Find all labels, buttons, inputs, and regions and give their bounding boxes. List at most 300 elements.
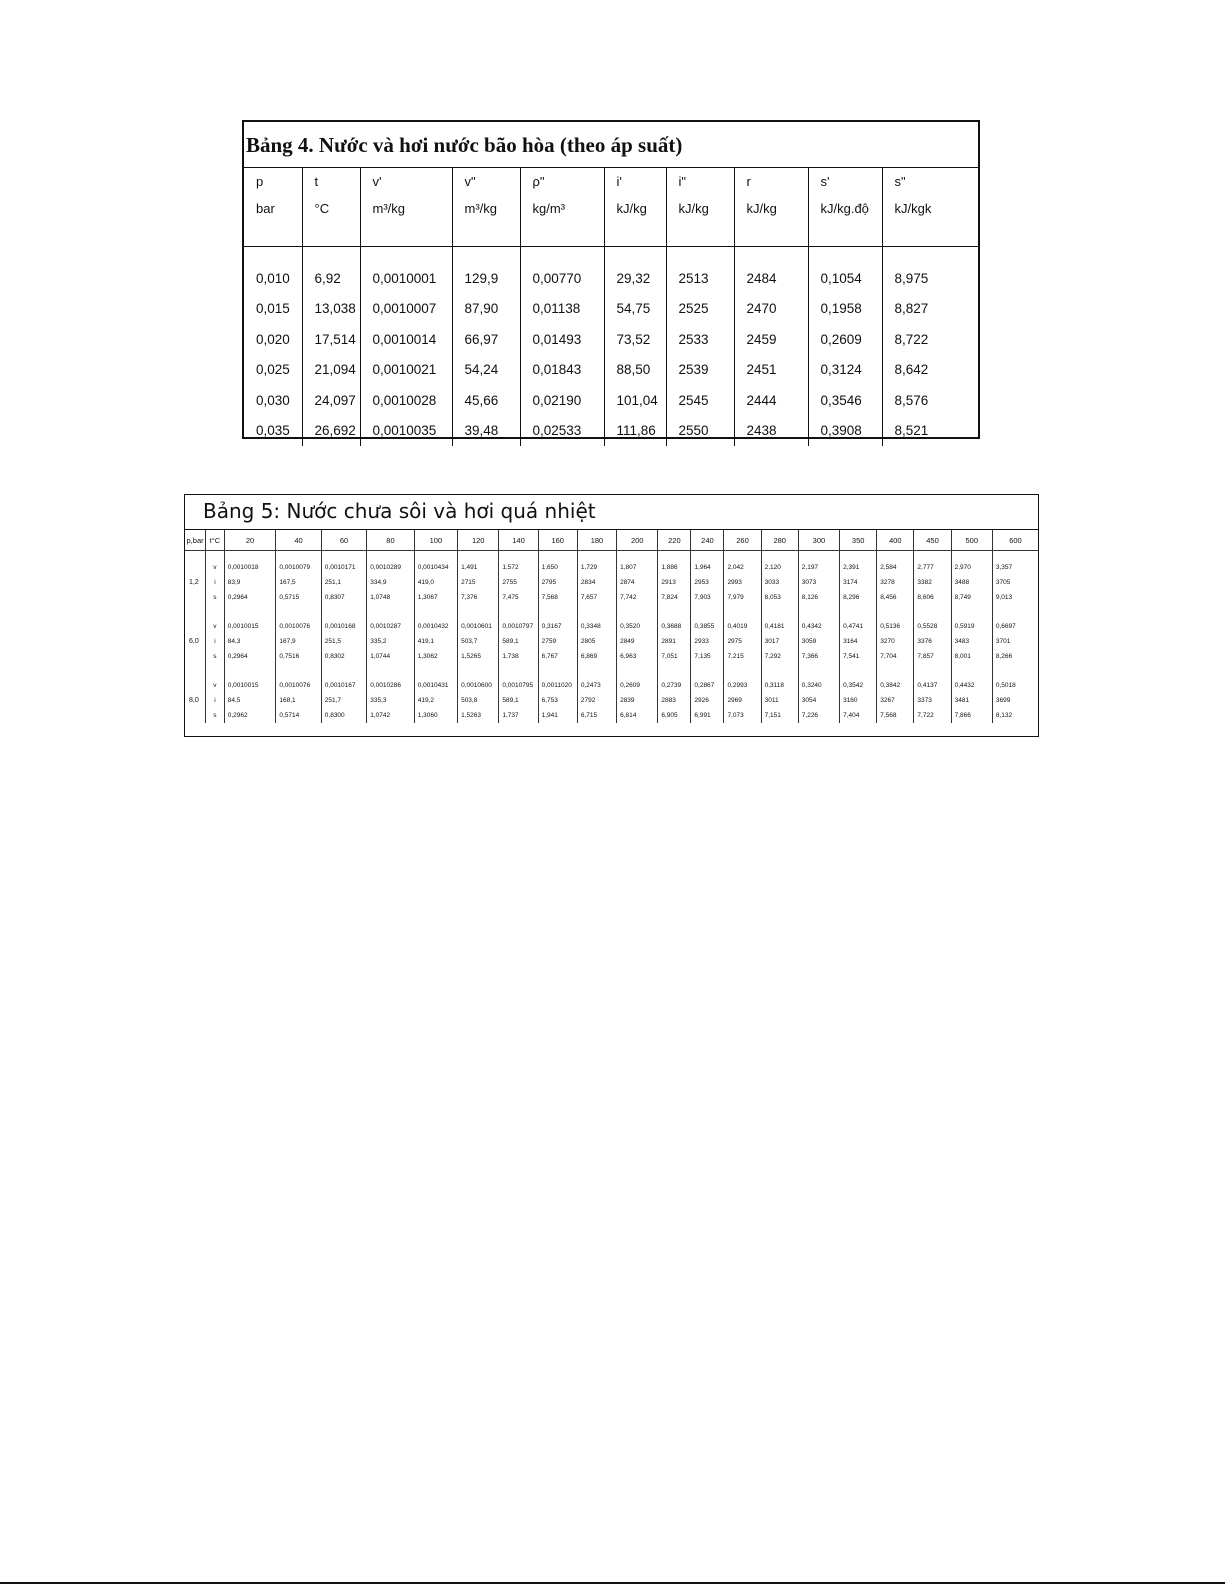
t5-table-cell: 0,3118 [761,678,798,693]
t5-table-cell: 2,970 [951,560,992,575]
t5-spacer-cell [798,605,839,619]
t5-table-cell: 0,3842 [877,678,914,693]
t5-pressure-cell: 8,0 [189,697,199,704]
t5-table-cell: 7,135 [691,649,724,664]
t4-header-unit: m³/kg [372,201,405,216]
t4-header-symbol: i" [678,174,687,189]
t4-table-cell: 0,015 [256,301,290,317]
t4-table-cell: 0,00770 [520,247,604,294]
t5-spacer-cell [951,664,992,678]
t5-spacer-cell [577,551,616,561]
t5-table-cell: 0,0010015 [224,619,276,634]
t5-table-cell: 1,886 [658,560,691,575]
t5-table-cell: 3160 [840,693,877,708]
t4-table-cell: 2525 [666,294,734,325]
t5-table-cell: 251,1 [321,575,366,590]
t5-table-cell: 1,738 [499,649,538,664]
t5-table-cell: 7,292 [761,649,798,664]
t5-spacer-cell [877,664,914,678]
t5-table-cell: 6,905 [658,708,691,723]
t5-spacer-cell [577,605,616,619]
t5-spacer-cell [276,664,321,678]
t5-table-cell: 0,6697 [992,619,1038,634]
t5-spacer-cell [761,664,798,678]
t5-table-cell: 7,366 [798,649,839,664]
t5-table-cell: 3033 [761,575,798,590]
t5-table-cell: 8,266 [992,649,1038,664]
t4-table-row [244,355,978,386]
t5-pressure-cell [185,708,206,723]
t5-table-cell: 2,197 [798,560,839,575]
t5-table-cell: 2834 [577,575,616,590]
t4-table-cell: 2484 [734,247,808,294]
t5-spacer-cell [914,551,951,561]
t5-table-cell: 9,013 [992,590,1038,605]
t5-table-cell: 0,2867 [691,678,724,693]
t5-table-cell: 8,053 [761,590,798,605]
t5-temperature-header: 180 [577,530,616,551]
t5-table-cell: 0,2964 [224,590,276,605]
t4-table-cell: 0,0010001 [360,247,452,294]
t5-table-cell: 7,568 [877,708,914,723]
t5-table-cell: 0,5528 [914,619,951,634]
t4-table-cell: 2470 [734,294,808,325]
t5-table-cell: 7,475 [499,590,538,605]
t4-table-cell: 8,642 [882,355,978,386]
t5-table-cell: 1,3060 [414,708,457,723]
t5-table-cell: 6,991 [691,708,724,723]
t4-table-cell: 0,1958 [808,294,882,325]
t5-table-cell: 0,7516 [276,649,321,664]
t5-spacer-cell [724,551,761,561]
t4-table-row [244,416,978,447]
t5-table-cell: 3017 [761,634,798,649]
t5-spacer-cell [185,605,206,619]
table-5-compressed-water-superheated-steam [184,494,1039,737]
t5-table-cell: 6,814 [617,708,658,723]
t5-table-cell: 7,541 [840,649,877,664]
t4-table-cell: 129,9 [452,247,520,294]
t5-table-cell: 419,2 [414,693,457,708]
t5-spacer-cell [914,664,951,678]
t5-table-cell: 6,753 [538,693,577,708]
t5-table-cell: 1,650 [538,560,577,575]
t5-spacer-cell [761,551,798,561]
t4-table-cell: 2459 [734,324,808,355]
t5-spacer-cell [276,605,321,619]
t5-spacer-cell [367,605,415,619]
t4-header-symbol: p [256,174,264,189]
t5-spacer-cell [224,664,276,678]
t5-table-row [185,693,1038,708]
t4-header-symbol: t [314,174,319,189]
t4-table-cell: 0,3546 [808,385,882,416]
t5-table-cell: 7,151 [761,708,798,723]
t5-table-cell: 1,491 [458,560,499,575]
t5-table-cell: 0,5919 [951,619,992,634]
t5-table-cell: 0,8307 [321,590,366,605]
t5-table-cell: 0,5714 [276,708,321,723]
t5-table-cell: 1,5265 [458,649,499,664]
t5-table-cell: 2755 [499,575,538,590]
t5-table-cell: 1,964 [691,560,724,575]
t5-table-cell: 7,704 [877,649,914,664]
t5-table-cell: 0,3688 [658,619,691,634]
t5-table-cell: 2891 [658,634,691,649]
t5-pressure-cell: 1,2 [189,579,199,586]
t5-table-cell: 2933 [691,634,724,649]
t5-spacer-cell [276,551,321,561]
t5-spacer-cell [877,605,914,619]
t4-table-cell: 2451 [734,355,808,386]
t5-table-cell: 0,4019 [724,619,761,634]
t5-table-cell: 0,0010076 [276,678,321,693]
t5-temperature-header: 300 [798,530,839,551]
t5-quantity-cell: i [206,693,225,708]
t5-table-cell: 6,715 [577,708,616,723]
t5-temperature-header: 260 [724,530,761,551]
t5-spacer-cell [321,605,366,619]
t5-spacer-cell [206,664,225,678]
t5-table-cell: 419,0 [414,575,457,590]
t5-table-cell: 1,3062 [414,649,457,664]
t5-table-cell: 0,0010168 [321,619,366,634]
t5-table-cell: 0,0010601 [458,619,499,634]
t5-table-row [185,619,1038,634]
t5-spacer-cell [951,605,992,619]
t4-table-cell: 0,025 [256,362,290,378]
t4-table-cell: 17,514 [302,324,360,355]
t5-table-cell: 3267 [877,693,914,708]
t4-header-unit: kJ/kgk [894,201,932,216]
t5-spacer-cell [458,664,499,678]
t5-table-cell: 0,3240 [798,678,839,693]
t4-table-cell: 39,48 [452,416,520,447]
t5-spacer-cell [321,664,366,678]
t5-table-cell: 0,2993 [724,678,761,693]
t5-quantity-cell: s [206,708,225,723]
t5-table-cell: 0,0010431 [414,678,457,693]
t5-table-cell: 0,5715 [276,590,321,605]
t5-table-cell: 8,749 [951,590,992,605]
t5-temperature-header: 400 [877,530,914,551]
t5-table-cell: 2953 [691,575,724,590]
t5-table-cell: 8,456 [877,590,914,605]
t5-table-cell: 0,3348 [577,619,616,634]
t5-pressure-cell [185,678,206,693]
t5-spacer-cell [414,605,457,619]
t5-table-cell: 8,296 [840,590,877,605]
t4-table-cell: 0,01493 [520,324,604,355]
t5-table-cell: 3373 [914,693,951,708]
t4-table-row [244,247,978,294]
t5-quantity-cell: v [206,560,225,575]
t5-table-cell: 7,657 [577,590,616,605]
t5-quantity-cell: v [206,678,225,693]
t4-header-cell [604,168,666,247]
t4-header-cell [520,168,604,247]
t4-header-unit: kJ/kg [616,201,647,216]
t5-pressure-cell [185,619,206,634]
t4-table-cell: 0,02190 [520,385,604,416]
t5-table-cell: 1,5263 [458,708,499,723]
t5-table-cell: 0,0010079 [276,560,321,575]
t5-quantity-cell: s [206,649,225,664]
t4-table-cell: 26,692 [302,416,360,447]
table-5-title: Bảng 5: Nước chưa sôi và hơi quá nhiệt [185,495,1038,530]
t5-table-cell: 0,3520 [617,619,658,634]
t4-table-cell: 45,66 [452,385,520,416]
t5-table-cell: 167,9 [276,634,321,649]
t5-spacer-row [185,605,1038,619]
t5-table-cell: 1,572 [499,560,538,575]
t5-table-cell: 2926 [691,693,724,708]
t5-table-cell: 1,737 [499,708,538,723]
t5-table-cell: 2,120 [761,560,798,575]
t4-header-cell [734,168,808,247]
t5-corner-pressure: p,bar [185,530,206,551]
t5-table-cell: 2,777 [914,560,951,575]
t4-header-cell [452,168,520,247]
t5-spacer-cell [691,605,724,619]
t5-table-cell: 2839 [617,693,658,708]
t5-table-row [185,649,1038,664]
t5-table-cell: 0,4137 [914,678,951,693]
t4-table-cell: 6,92 [302,247,360,294]
t5-table-row [185,575,1038,590]
table-5-header-row [185,530,1038,551]
t5-spacer-cell [992,551,1038,561]
t4-table-cell: 66,97 [452,324,520,355]
t5-temperature-header: 240 [691,530,724,551]
t5-table-cell: 3705 [992,575,1038,590]
t4-table-cell: 8,975 [882,247,978,294]
t5-table-cell: 3278 [877,575,914,590]
t5-table-cell: 6,869 [577,649,616,664]
t5-table-cell: 0,3542 [840,678,877,693]
t5-table-cell: 0,4741 [840,619,877,634]
t5-table-cell: 0,8300 [321,708,366,723]
table-4-title: Bảng 4. Nước và hơi nước bão hòa (theo áp suất) [244,122,978,168]
t5-table-cell: 1,0742 [367,708,415,723]
t5-temperature-header: 120 [458,530,499,551]
t5-table-cell: 0,0010167 [321,678,366,693]
t5-table-cell: 0,5136 [877,619,914,634]
t5-table-cell: 1,807 [617,560,658,575]
t5-spacer-cell [538,551,577,561]
t5-spacer-cell [499,664,538,678]
t4-table-cell: 8,576 [882,385,978,416]
t5-table-cell: 7,979 [724,590,761,605]
t5-table-cell: 2874 [617,575,658,590]
table-4-grid [244,168,978,446]
t4-table-cell: 0,0010007 [360,294,452,325]
t5-temperature-header: 140 [499,530,538,551]
t5-spacer-cell [658,664,691,678]
t5-pressure-cell: 6,0 [189,638,199,645]
t4-table-row [244,324,978,355]
t5-table-cell: 7,215 [724,649,761,664]
t4-table-cell: 13,038 [302,294,360,325]
t4-header-unit: m³/kg [464,201,497,216]
t5-spacer-cell [724,605,761,619]
t5-spacer-cell [538,664,577,678]
t5-table-row [185,708,1038,723]
t4-table-cell: 73,52 [604,324,666,355]
t5-table-cell: 3483 [951,634,992,649]
t5-spacer-cell [724,664,761,678]
t4-table-cell: 88,50 [604,355,666,386]
t5-corner-temperature: t°C [206,530,225,551]
t4-header-unit: kJ/kg [746,201,777,216]
t5-table-cell: 167,5 [276,575,321,590]
t5-table-cell: 589,1 [499,634,538,649]
t5-pressure-cell [185,649,206,664]
t5-table-cell: 0,0010286 [367,678,415,693]
t4-table-cell: 0,3908 [808,416,882,447]
t4-table-cell: 0,01843 [520,355,604,386]
t4-header-symbol: v' [372,174,382,189]
t5-temperature-header: 450 [914,530,951,551]
t4-table-cell: 0,030 [256,392,290,408]
t5-table-cell: 7,051 [658,649,691,664]
t5-table-cell: 251,5 [321,634,366,649]
t5-table-cell: 7,073 [724,708,761,723]
t5-table-cell: 3382 [914,575,951,590]
t4-table-cell: 2550 [666,416,734,447]
t5-spacer-cell [761,605,798,619]
t5-table-cell: 2993 [724,575,761,590]
t5-spacer-cell [658,605,691,619]
t4-table-cell: 8,521 [882,416,978,447]
t5-table-cell: 3011 [761,693,798,708]
t5-table-cell: 3488 [951,575,992,590]
t4-header-symbol: i' [616,174,622,189]
t5-spacer-row [185,664,1038,678]
t5-temperature-header: 350 [840,530,877,551]
t5-spacer-cell [224,605,276,619]
t5-spacer-cell [538,605,577,619]
t5-table-cell: 7,866 [951,708,992,723]
t4-table-cell: 29,32 [604,247,666,294]
t5-temperature-header: 20 [224,530,276,551]
t5-table-cell: 3059 [798,634,839,649]
t5-table-cell: 2792 [577,693,616,708]
t5-table-cell: 1,729 [577,560,616,575]
t5-table-cell: 7,404 [840,708,877,723]
t4-table-cell: 101,04 [604,385,666,416]
t5-table-cell: 0,4432 [951,678,992,693]
t5-spacer-cell [658,551,691,561]
t4-table-cell: 2444 [734,385,808,416]
t5-table-cell: 3,357 [992,560,1038,575]
t5-table-cell: 0,2964 [224,649,276,664]
t5-table-cell: 0,0010795 [499,678,538,693]
t5-table-cell: 3701 [992,634,1038,649]
t5-spacer-cell [367,551,415,561]
t5-spacer-cell [458,605,499,619]
t5-spacer-cell [992,605,1038,619]
t5-table-cell: 84,5 [224,693,276,708]
t5-table-cell: 8,126 [798,590,839,605]
t4-header-symbol: s" [894,174,906,189]
t5-table-cell: 503,8 [458,693,499,708]
t5-table-cell: 0,2962 [224,708,276,723]
t5-spacer-row [185,551,1038,561]
t5-table-cell: 2715 [458,575,499,590]
t5-table-cell: 0,0010018 [224,560,276,575]
t5-temperature-header: 280 [761,530,798,551]
t5-table-cell: 3054 [798,693,839,708]
t5-spacer-cell [499,551,538,561]
t5-quantity-cell: i [206,634,225,649]
t5-spacer-cell [458,551,499,561]
t5-table-cell: 168,1 [276,693,321,708]
t4-header-cell [808,168,882,247]
t5-table-cell: 1,941 [538,708,577,723]
t5-table-cell: 2759 [538,634,577,649]
t5-spacer-cell [914,605,951,619]
t4-table-cell: 8,722 [882,324,978,355]
t5-table-cell: 7,857 [914,649,951,664]
t5-table-cell: 2795 [538,575,577,590]
t5-table-row [185,634,1038,649]
t5-table-cell: 3073 [798,575,839,590]
t5-table-cell: 0,0010289 [367,560,415,575]
t5-table-cell: 0,0010287 [367,619,415,634]
t4-header-symbol: v" [464,174,476,189]
t4-header-symbol: s' [820,174,830,189]
t5-table-cell: 0,0011020 [538,678,577,693]
t4-header-cell [244,168,302,247]
t4-table-cell: 0,0010035 [360,416,452,447]
t5-table-row [185,590,1038,605]
t4-header-unit: kg/m³ [532,201,565,216]
t4-table-cell: 2545 [666,385,734,416]
t5-table-cell: 589,1 [499,693,538,708]
t5-table-cell: 8,001 [951,649,992,664]
t4-header-cell [666,168,734,247]
t5-spacer-cell [499,605,538,619]
table-5-body [185,551,1038,724]
t5-table-cell: 1,0744 [367,649,415,664]
t5-spacer-cell [414,551,457,561]
t5-table-cell: 7,722 [914,708,951,723]
t5-temperature-header: 80 [367,530,415,551]
t5-spacer-cell [367,664,415,678]
t5-table-cell: 3481 [951,693,992,708]
t4-header-unit: kJ/kg.độ [820,201,869,216]
t4-table-cell: 21,094 [302,355,360,386]
t4-header-cell [882,168,978,247]
t5-table-cell: 251,7 [321,693,366,708]
t5-spacer-cell [206,551,225,561]
t5-temperature-header: 500 [951,530,992,551]
t5-table-cell: 0,0010432 [414,619,457,634]
t5-table-cell: 0,3855 [691,619,724,634]
page-bottom-rule [0,1582,1225,1584]
t5-table-cell: 6,767 [538,649,577,664]
t5-spacer-cell [206,605,225,619]
t5-temperature-header: 220 [658,530,691,551]
t4-header-symbol: ρ" [532,174,545,189]
t5-table-cell: 1,3067 [414,590,457,605]
t4-table-cell: 2533 [666,324,734,355]
t5-pressure-cell [185,590,206,605]
t4-table-cell: 0,0010028 [360,385,452,416]
t4-table-cell: 0,01138 [520,294,604,325]
table-5-grid [185,530,1038,723]
